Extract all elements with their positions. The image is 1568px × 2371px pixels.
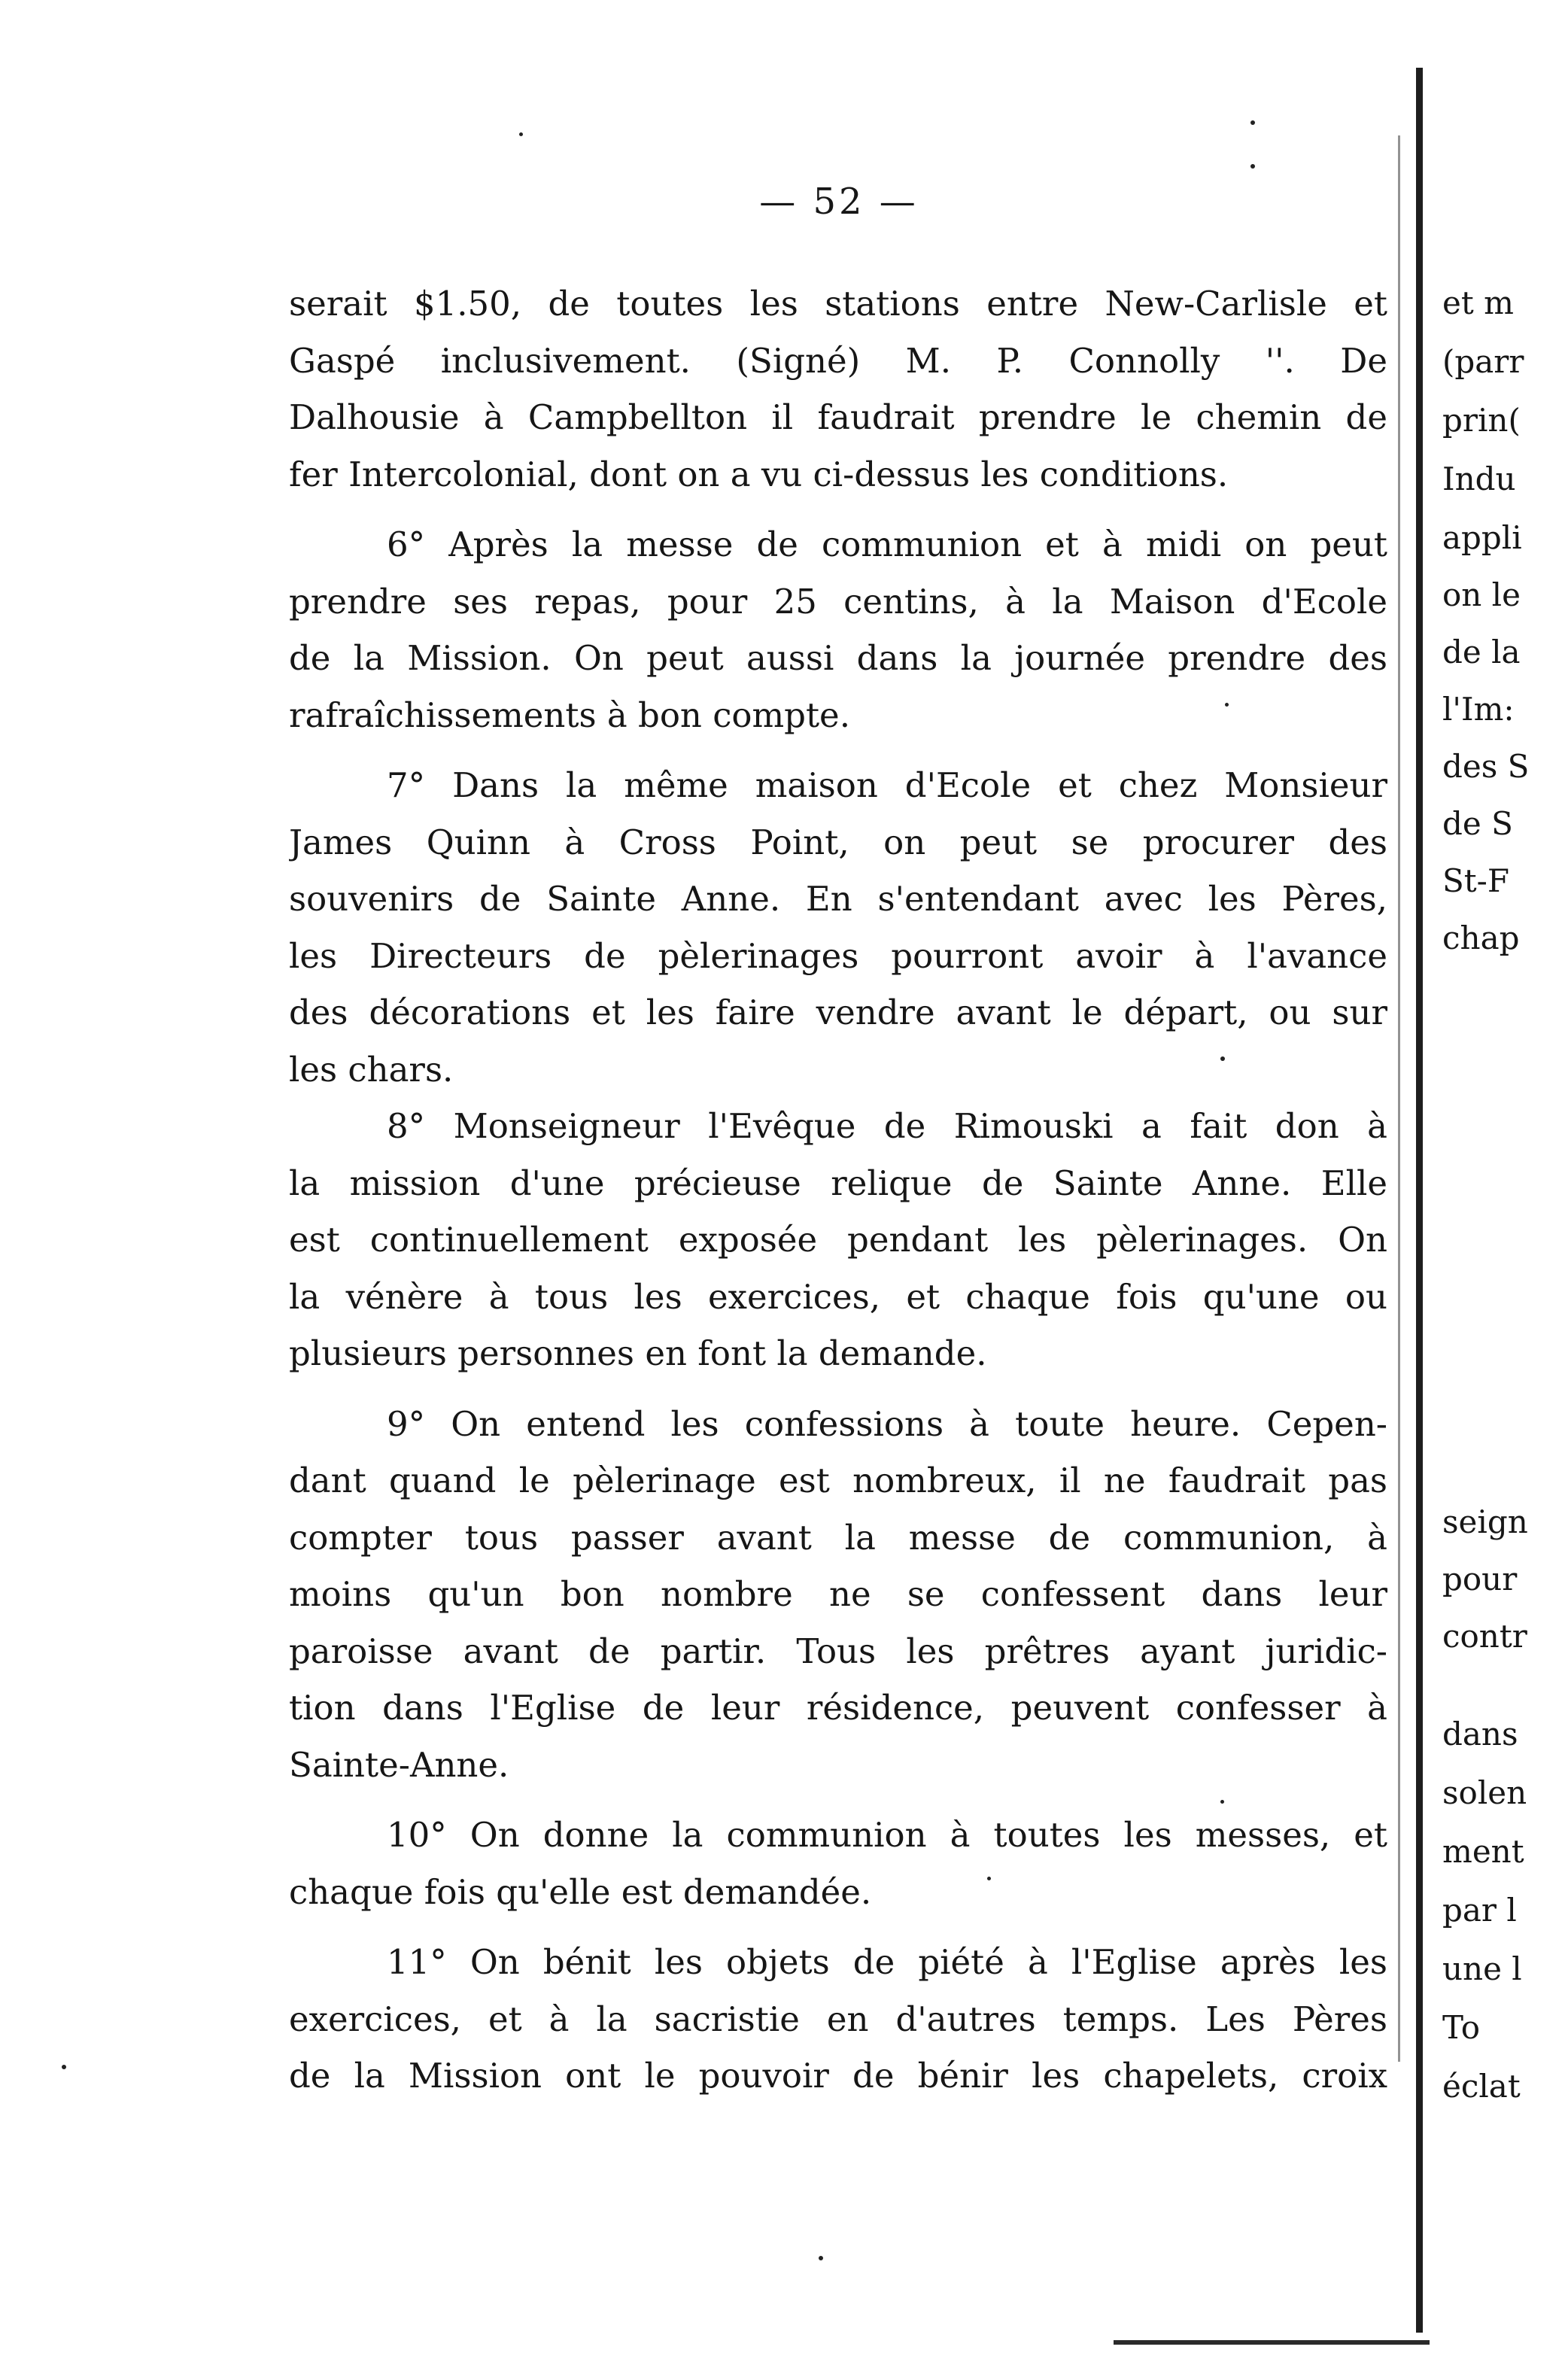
fragment-text: éclat [1442,2068,1521,2105]
fragment-text: To [1442,2009,1481,2046]
scan-speck [819,2256,823,2260]
scan-speck [1250,164,1255,169]
text-line: serait $1.50, de toutes les stations entre New-Carlisle et [289,284,1387,324]
text-line: la vénère à tous les exercices, et chaque fois qu'une ou [289,1276,1387,1317]
scan-speck [1225,703,1229,707]
text-line: 8° Monseigneur l'Evêque de Rimouski a fait don à [387,1106,1387,1146]
text-line: chaque fois qu'elle est demandée. [289,1871,872,1912]
text-line: 10° On donne la communion à toutes les messes, et [387,1815,1387,1855]
main-text-block [289,275,1387,2105]
text-line: des décorations et les faire vendre avant le départ, ou sur [289,992,1387,1032]
text-line: 6° Après la messe de communion et à midi on peut [387,524,1387,564]
fragment-text: ment [1442,1833,1524,1870]
text-line: les Directeurs de pèlerinages pourront avoir à l'avance [289,935,1387,976]
scan-speck [987,1877,991,1880]
fragment-text: seign [1442,1503,1528,1540]
fragment-text: solen [1442,1774,1527,1811]
text-line: dant quand le pèlerinage est nombreux, il ne faudrait pas [289,1461,1387,1500]
fragment-text: et m [1442,284,1514,321]
fragment-text: prin( [1442,402,1521,439]
fragment-text: chap [1442,920,1520,956]
text-line: compter tous passer avant la messe de communion, à [289,1517,1387,1558]
text-line: fer Intercolonial, dont on a vu ci-dessus les conditions. [289,454,1229,494]
fragment-text: de S [1442,805,1513,842]
fragment-text: on le [1442,576,1521,613]
text-line: la mission d'une précieuse relique de Sainte Anne. Elle [289,1163,1387,1203]
fragment-text: St-F [1442,862,1509,899]
facing-page-fragments [1426,0,1568,2371]
text-line: 11° On bénit les objets de piété à l'Eglise après les [387,1942,1387,1982]
text-line: les chars. [289,1049,454,1090]
text-line: est continuellement exposée pendant les pèlerinages. On [289,1220,1387,1260]
text-line: 7° Dans la même maison d'Ecole et chez Monsieur [387,765,1387,805]
text-line: exercices, et à la sacristie en d'autres temps. Les Pères [289,1999,1387,2039]
fragment-text: (parr [1442,343,1524,380]
text-line: de la Mission ont le pouvoir de bénir les chapelets, croix [289,2056,1387,2096]
text-line: rafraîchissements à bon compte. [289,695,850,735]
fragment-text: pour [1442,1561,1518,1597]
fragment-text: des S [1442,748,1530,785]
fragment-text: l'Im: [1442,691,1515,728]
text-line: Sainte-Anne. [289,1744,509,1785]
text-line: Gaspé inclusivement. (Signé) M. P. Connolly ''. De [289,340,1387,381]
scan-speck [1220,1056,1225,1061]
text-line: James Quinn à Cross Point, on peut se procurer des [289,822,1387,862]
text-line: Dalhousie à Campbellton il faudrait prendre le chemin de [289,397,1387,437]
text-line: tion dans l'Eglise de leur résidence, peuvent confesser à [289,1688,1387,1728]
scan-speck [62,2065,66,2069]
text-line: prendre ses repas, pour 25 centins, à la Maison d'Ecole [289,581,1387,622]
text-line: de la Mission. On peut aussi dans la journée prendre des [289,638,1387,678]
fragment-text: contr [1442,1618,1527,1655]
scan-speck [1250,120,1255,125]
fragment-text: dans [1442,1716,1518,1752]
fragment-text: par l [1442,1892,1517,1929]
scan-speck [519,132,523,136]
page-gutter-edge [1416,68,1423,2333]
text-line: plusieurs personnes en font la demande. [289,1333,987,1373]
fragment-text: une l [1442,1950,1522,1987]
text-line: 9° On entend les confessions à toute heure. Cepen- [387,1403,1387,1444]
text-line: moins qu'un bon nombre ne se confessent dans leur [289,1574,1387,1614]
fragment-text: Indu [1442,461,1516,497]
text-line: souvenirs de Sainte Anne. En s'entendant avec les Pères, [289,879,1387,919]
bottom-edge-rule [1114,2340,1430,2345]
page-number: — 52 — [759,181,919,223]
fragment-text: de la [1442,634,1521,670]
fragment-text: appli [1442,519,1522,556]
scan-speck [1220,1800,1224,1804]
gutter-shadow [1398,135,1400,2062]
text-line: paroisse avant de partir. Tous les prêtres ayant juridic- [289,1631,1387,1671]
